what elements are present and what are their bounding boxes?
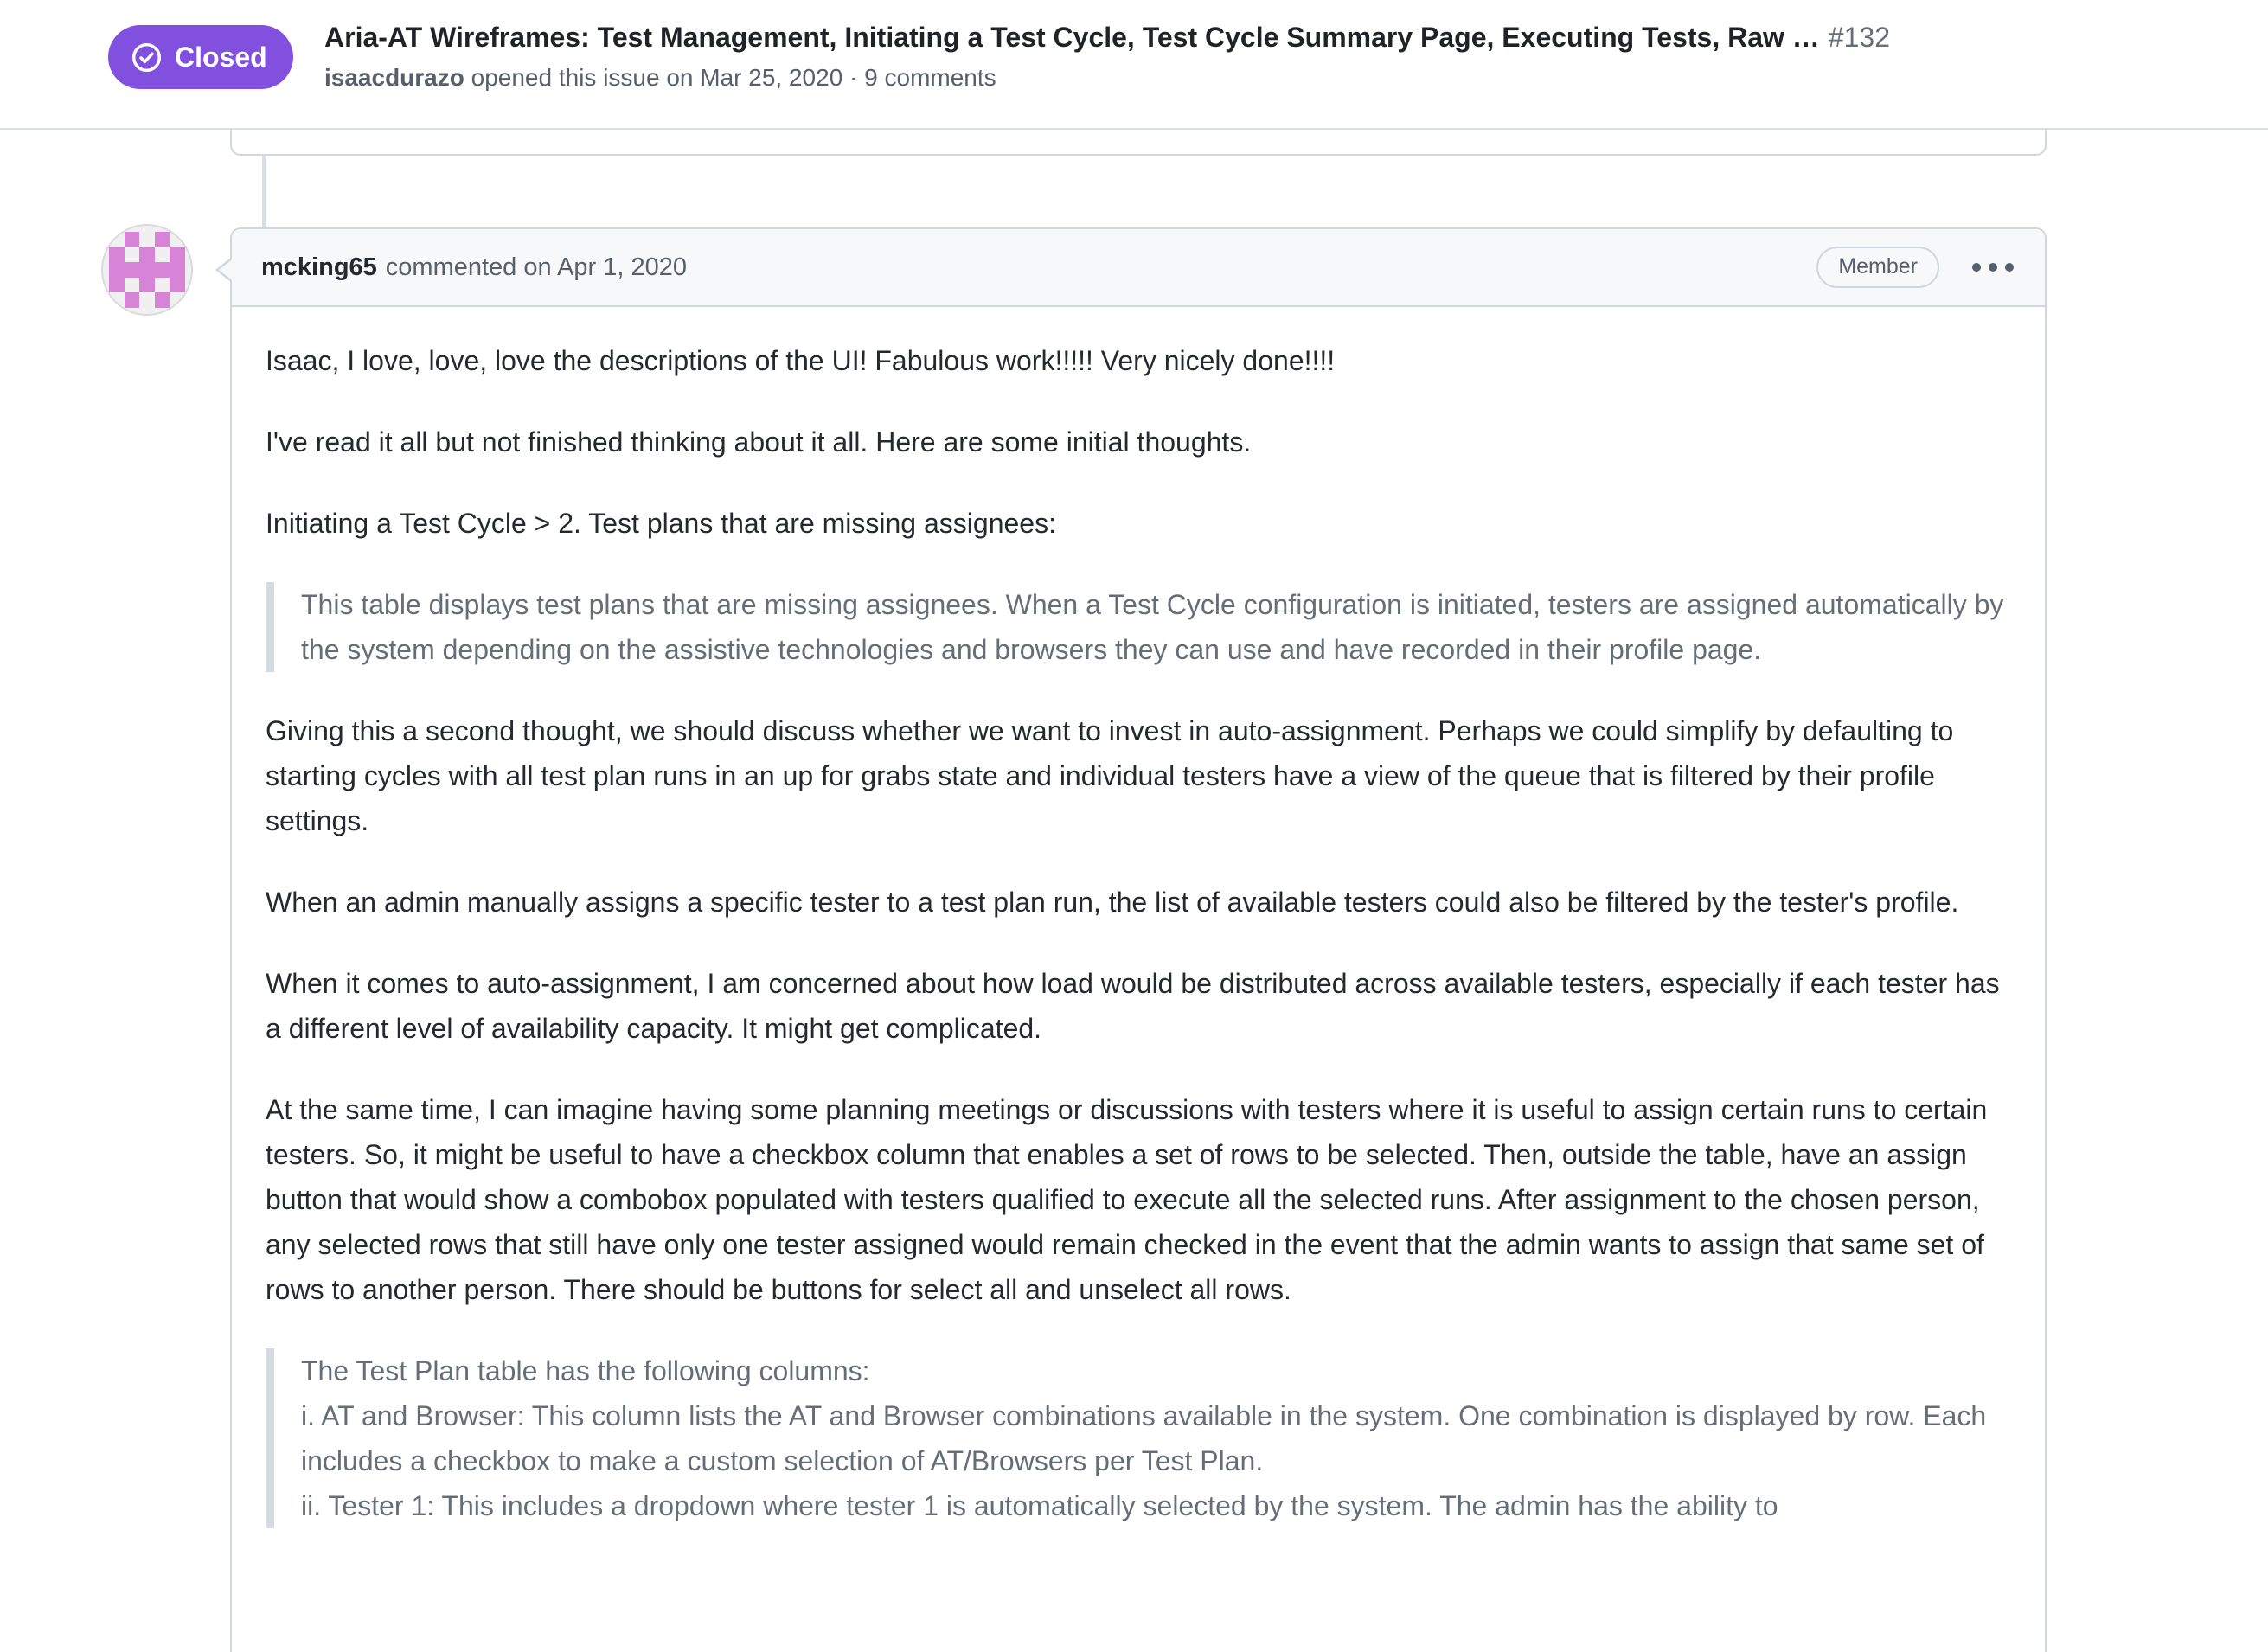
issue-sticky-header: [0, 0, 2268, 130]
issue-title-line: [324, 17, 1890, 57]
comment-caret-fill: [219, 259, 234, 281]
comment-paragraph: I've read it all but not finished thinking about it all. Here are some initial thoughts.: [266, 426, 1252, 458]
status-badge-label: Closed: [175, 41, 267, 73]
issue-byline: [324, 62, 1890, 93]
author-association-badge: Member: [1816, 247, 1939, 288]
kebab-dot: [1989, 263, 1997, 272]
comment-card: [230, 227, 2047, 1652]
issue-header-text: [324, 17, 1890, 93]
issue-status-badge: [108, 25, 293, 89]
blockquote-line: This table displays test plans that are missing assignees. When a Test Cycle configuration is initiated, testers are assigned automatically by the system depending on the assistive technologies and browsers they can use and have recorded in their profile page.: [301, 589, 2004, 665]
comment-paragraph: Initiating a Test Cycle > 2. Test plans that are missing assignees:: [266, 508, 1056, 539]
avatar-identicon: [109, 232, 185, 308]
comment-blockquote: [266, 1348, 2009, 1528]
blockquote-line: ii. Tester 1: This includes a dropdown where tester 1 is automatically selected by the system. The admin has the ability to: [301, 1490, 1778, 1521]
issue-number: #132: [1828, 22, 1890, 53]
timeline-connector: [262, 156, 266, 228]
blockquote-line: The Test Plan table has the following columns:: [301, 1355, 870, 1386]
comment-paragraph: At the same time, I can imagine having some planning meetings or discussions with testers where it is useful to assign certain runs to certain testers. So, it might be useful to have a checkbox column that enables a set of rows to be selected. Then, outside the table, have an assign button that would show a combobox populated with testers qualified to execute all the selected runs. After assignment to the chosen person, any selected rows that still have only one tester assigned would remain checked in the event that the admin wants to assign that same set of rows to another person. There should be buttons for select all and unselect all rows.: [266, 1094, 1988, 1305]
issue-title: Aria-AT Wireframes: Test Management, Initiating a Test Cycle, Test Cycle Summary Page, Executing Tests, Raw …: [324, 22, 1820, 53]
kebab-dot: [1972, 263, 1981, 272]
comment-header: [232, 229, 2045, 307]
comment-timestamp-link[interactable]: commented on Apr 1, 2020: [385, 253, 688, 281]
issue-closed-icon: [131, 42, 163, 74]
comment-body: [232, 307, 2045, 1599]
issue-byline-text: opened this issue on Mar 25, 2020 · 9 comments: [471, 64, 996, 91]
comment-blockquote: [266, 582, 2009, 672]
kebab-menu-button[interactable]: [1970, 254, 2015, 280]
comment-author-avatar[interactable]: [101, 224, 193, 316]
comment-paragraph: Giving this a second thought, we should discuss whether we want to invest in auto-assignment. Perhaps we could simplify by defaulting to starting cycles with all test plan runs in an up for grabs state and individual testers have a view of the queue that is filtered by their profile settings.: [266, 715, 1954, 836]
issue-author-link[interactable]: isaacdurazo: [324, 64, 464, 91]
comment-paragraph: When an admin manually assigns a specific tester to a test plan run, the list of available testers could also be filtered by the tester's profile.: [266, 887, 1959, 918]
blockquote-line: i. AT and Browser: This column lists the AT and Browser combinations available in the system. One combination is displayed by row. Each includes a checkbox to make a custom selection of AT/Browsers per Test Plan.: [301, 1400, 1987, 1476]
comment-paragraph: When it comes to auto-assignment, I am concerned about how load would be distributed across available testers, especially if each tester has a different level of availability capacity. It might get complicated.: [266, 968, 2000, 1044]
comment-author-link[interactable]: mcking65: [261, 253, 377, 281]
comment-paragraph: Isaac, I love, love, love the descriptions of the UI! Fabulous work!!!!! Very nicely done!!!!: [266, 345, 1336, 376]
kebab-dot: [2005, 263, 2014, 272]
